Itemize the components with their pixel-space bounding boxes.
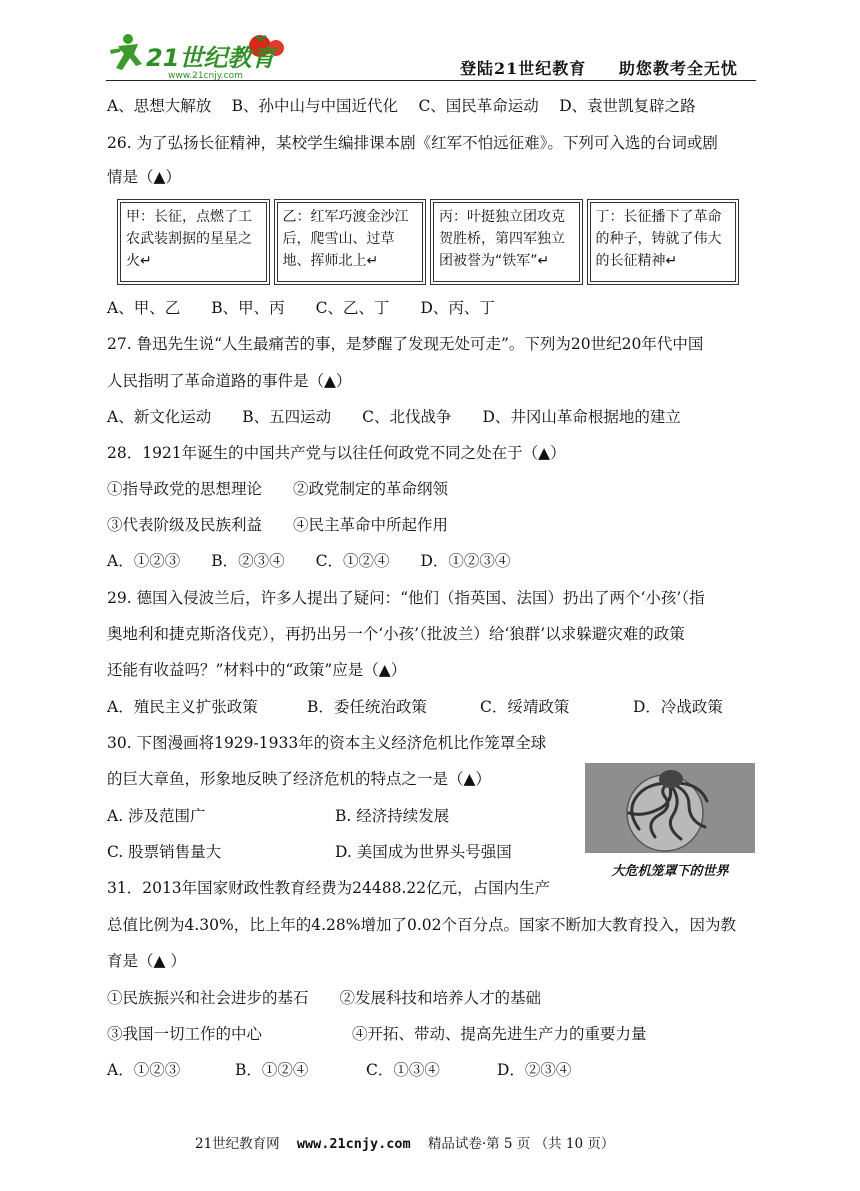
q28-stem: 28．1921年诞生的中国共产党与以往任何政党不同之处在于（▲） — [107, 444, 566, 462]
q29-stem-1: 29. 德国入侵波兰后，许多人提出了疑问：“他们（指英国、法国）扔出了两个‘小孩’（指 — [107, 589, 705, 607]
q30-option-c: C. 股票销售量大 — [107, 843, 222, 861]
q31-choice-4: ④开拓、带动、提高先进生产力的重要力量 — [352, 1025, 647, 1043]
logo-text: 21世纪教育 — [146, 44, 276, 72]
slogan-right: 助您教考全无忧 — [618, 59, 738, 78]
q26-options: A、甲、乙 B、甲、丙 C、乙、丁 D、丙、丁 — [107, 299, 495, 317]
q27-stem-1: 27. 鲁迅先生说“人生最痛苦的事，是梦醒了发现无处可走”。下列为20世纪20年代中国 — [107, 335, 704, 353]
logo-url: www.21cnjy.com — [168, 71, 243, 81]
q31-stem-2: 总值比例为4.30%，比上年的4.28%增加了0.02个百分点。国家不断加大教育投入，因为教 — [107, 916, 736, 934]
slogan-left: 登陆21世纪教育 — [460, 59, 587, 78]
q31-stem-1: 31．2013年国家财政性教育经费为24488.22亿元，占国内生产 — [107, 879, 551, 897]
q29-option-d: D．冷战政策 — [633, 698, 723, 716]
q26-stem-2: 情是（▲） — [107, 168, 181, 186]
q27-stem-2: 人民指明了革命道路的事件是（▲） — [107, 372, 352, 390]
q31-choice-3: ③我国一切工作的中心 — [107, 1025, 263, 1043]
octopus-cartoon-image — [585, 763, 755, 881]
q30-option-b: B. 经济持续发展 — [335, 807, 450, 825]
q25-options: A、思想大解放 B、孙中山与中国近代化 C、国民革命运动 D、袁世凯复辟之路 — [107, 97, 696, 115]
q27-options: A、新文化运动 B、五四运动 C、北伐战争 D、井冈山革命根据地的建立 — [107, 408, 681, 426]
q31-option-a: A．①②③ — [107, 1061, 181, 1079]
q29-stem-2: 奥地利和捷克斯洛伐克），再扔出另一个‘小孩’（批波兰）给‘狼群’以求躲避灾难的政策 — [107, 625, 685, 643]
q31-option-c: C．①③④ — [366, 1061, 440, 1079]
footer-page-info: 精品试卷·第 5 页 （共 10 页） — [427, 1136, 615, 1152]
q31-option-b: B．①②④ — [235, 1061, 309, 1079]
q29-option-c: C．绥靖政策 — [480, 698, 570, 716]
site-logo — [108, 30, 303, 82]
q28-choice-2: ③代表阶级及民族利益 ④民主革命中所起作用 — [107, 516, 449, 534]
quote-card-ding: 丁：长征播下了革命的种子，铸就了伟大的长征精神↵ — [587, 199, 740, 285]
footer-site: 21世纪教育网 — [195, 1136, 280, 1152]
image-caption: 大危机笼罩下的世界 — [611, 864, 729, 879]
q29-stem-3: 还能有收益吗？”材料中的“政策”应是（▲） — [107, 661, 407, 679]
q31-choice-1: ①民族振兴和社会进步的基石 ②发展科技和培养人才的基础 — [107, 989, 542, 1007]
q28-options: A．①②③ B．②③④ C．①②④ D．①②③④ — [107, 552, 511, 570]
header-slogan — [460, 56, 738, 79]
q26-quote-cards — [117, 199, 739, 285]
runner-icon — [110, 34, 142, 70]
q31-stem-3: 育是（▲ ） — [107, 952, 186, 970]
q30-stem-1: 30. 下图漫画将1929-1933年的资本主义经济危机比作笼罩全球 — [107, 734, 547, 752]
q29-option-a: A．殖民主义扩张政策 — [107, 698, 258, 716]
quote-card-yi: 乙：红军巧渡金沙江后，爬雪山、过草地、挥师北上↵ — [274, 199, 427, 285]
footer-url[interactable]: www.21cnjy.com — [296, 1136, 411, 1152]
q30-stem-2: 的巨大章鱼，形象地反映了经济危机的特点之一是（▲） — [107, 770, 491, 788]
q26-stem-1: 26. 为了弘扬长征精神，某校学生编排课本剧《红军不怕远征难》。下列可入选的台词或剧 — [107, 134, 718, 152]
q31-option-d: D．②③④ — [497, 1061, 572, 1079]
q30-option-a: A. 涉及范围广 — [107, 807, 206, 825]
header-divider — [106, 80, 756, 81]
page-footer — [195, 1132, 614, 1152]
quote-card-bing: 丙：叶挺独立团攻克贺胜桥，第四军独立团被誉为“铁军”↵ — [430, 199, 583, 285]
q29-option-b: B．委任统治政策 — [307, 698, 427, 716]
quote-card-jia: 甲：长征，点燃了工农武装割据的星星之火↵ — [117, 199, 270, 285]
q30-option-d: D. 美国成为世界头号强国 — [335, 843, 512, 861]
q28-choice-1: ①指导政党的思想理论 ②政党制定的革命纲领 — [107, 480, 449, 498]
